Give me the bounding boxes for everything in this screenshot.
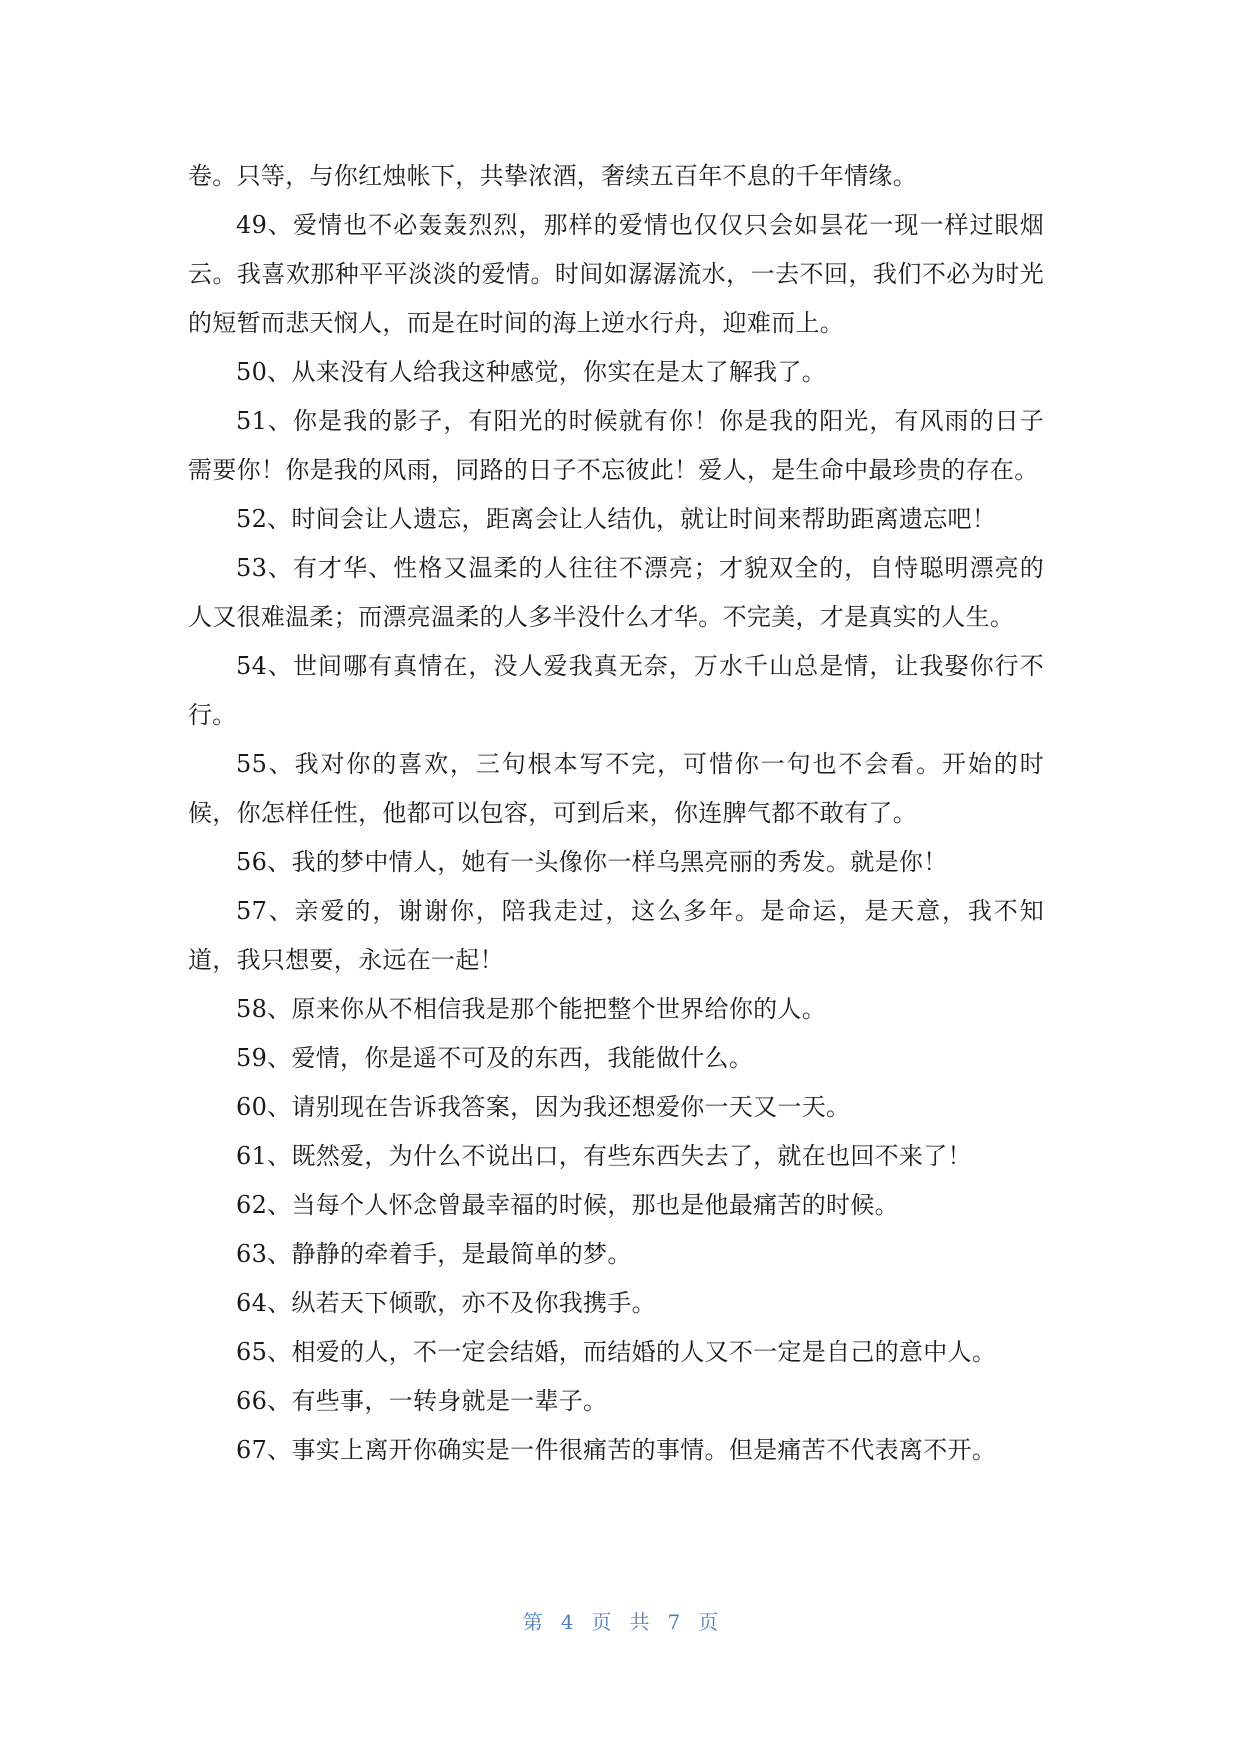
- footer-prefix: 第: [522, 1610, 543, 1634]
- paragraph-60: 60、请别现在告诉我答案，因为我还想爱你一天又一天。: [236, 1093, 851, 1121]
- paragraph-55: 55、我对你的喜欢，三句根本写不完，可惜你一句也不会看。开始的时候，你怎样任性，他都可以包容，可到后来，你连脾气都不敢有了。: [188, 750, 1044, 827]
- footer-mid1: 页: [591, 1610, 612, 1634]
- paragraph-51: 51、你是我的影子，有阳光的时候就有你！你是我的阳光，有风雨的日子需要你！你是我的风雨，同路的日子不忘彼此！爱人，是生命中最珍贵的存在。: [188, 407, 1044, 484]
- paragraph-54: 54、世间哪有真情在，没人爱我真无奈，万水千山总是情，让我娶你行不行。: [188, 652, 1044, 729]
- paragraph-49: 49、爱情也不必轰轰烈烈，那样的爱情也仅仅只会如昙花一现一样过眼烟云。我喜欢那种平平淡淡的爱情。时间如潺潺流水，一去不回，我们不必为时光的短暂而悲天悯人，而是在时间的海上逆水行舟，迎难而上。: [188, 211, 1044, 337]
- paragraph-56: 56、我的梦中情人，她有一头像你一样乌黑亮丽的秀发。就是你！: [236, 848, 948, 876]
- document-body: [188, 152, 1044, 1475]
- paragraph-61: 61、既然爱，为什么不说出口，有些东西失去了，就在也回不来了！: [236, 1142, 972, 1170]
- paragraph-67: 67、事实上离开你确实是一件很痛苦的事情。但是痛苦不代表离不开。: [236, 1436, 997, 1464]
- paragraph-66: 66、有些事，一转身就是一辈子。: [236, 1387, 608, 1415]
- footer-total-pages: 7: [667, 1610, 681, 1634]
- page-footer: [0, 1606, 1241, 1635]
- paragraph-continuation: 卷。只等，与你红烛帐下，共挚浓酒，奢续五百年不息的千年情缘。: [188, 162, 917, 190]
- paragraph-62: 62、当每个人怀念曾最幸福的时候，那也是他最痛苦的时候。: [236, 1191, 899, 1219]
- paragraph-63: 63、静静的牵着手，是最简单的梦。: [236, 1240, 632, 1268]
- footer-current-page: 4: [560, 1610, 574, 1634]
- paragraph-59: 59、爱情，你是遥不可及的东西，我能做什么。: [236, 1044, 754, 1072]
- paragraph-53: 53、有才华、性格又温柔的人往往不漂亮；才貌双全的，自恃聪明漂亮的人又很难温柔；而漂亮温柔的人多半没什么才华。不完美，才是真实的人生。: [188, 554, 1044, 631]
- paragraph-52: 52、时间会让人遗忘，距离会让人结仇，就让时间来帮助距离遗忘吧！: [236, 505, 997, 533]
- footer-mid2: 共: [629, 1610, 650, 1634]
- footer-suffix: 页: [698, 1610, 719, 1634]
- paragraph-58: 58、原来你从不相信我是那个能把整个世界给你的人。: [236, 995, 827, 1023]
- paragraph-57: 57、亲爱的，谢谢你，陪我走过，这么多年。是命运，是天意，我不知道，我只想要，永远在一起！: [188, 897, 1044, 974]
- paragraph-50: 50、从来没有人给我这种感觉，你实在是太了解我了。: [236, 358, 827, 386]
- paragraph-64: 64、纵若天下倾歌，亦不及你我携手。: [236, 1289, 656, 1317]
- paragraph-65: 65、相爱的人，不一定会结婚，而结婚的人又不一定是自己的意中人。: [236, 1338, 997, 1366]
